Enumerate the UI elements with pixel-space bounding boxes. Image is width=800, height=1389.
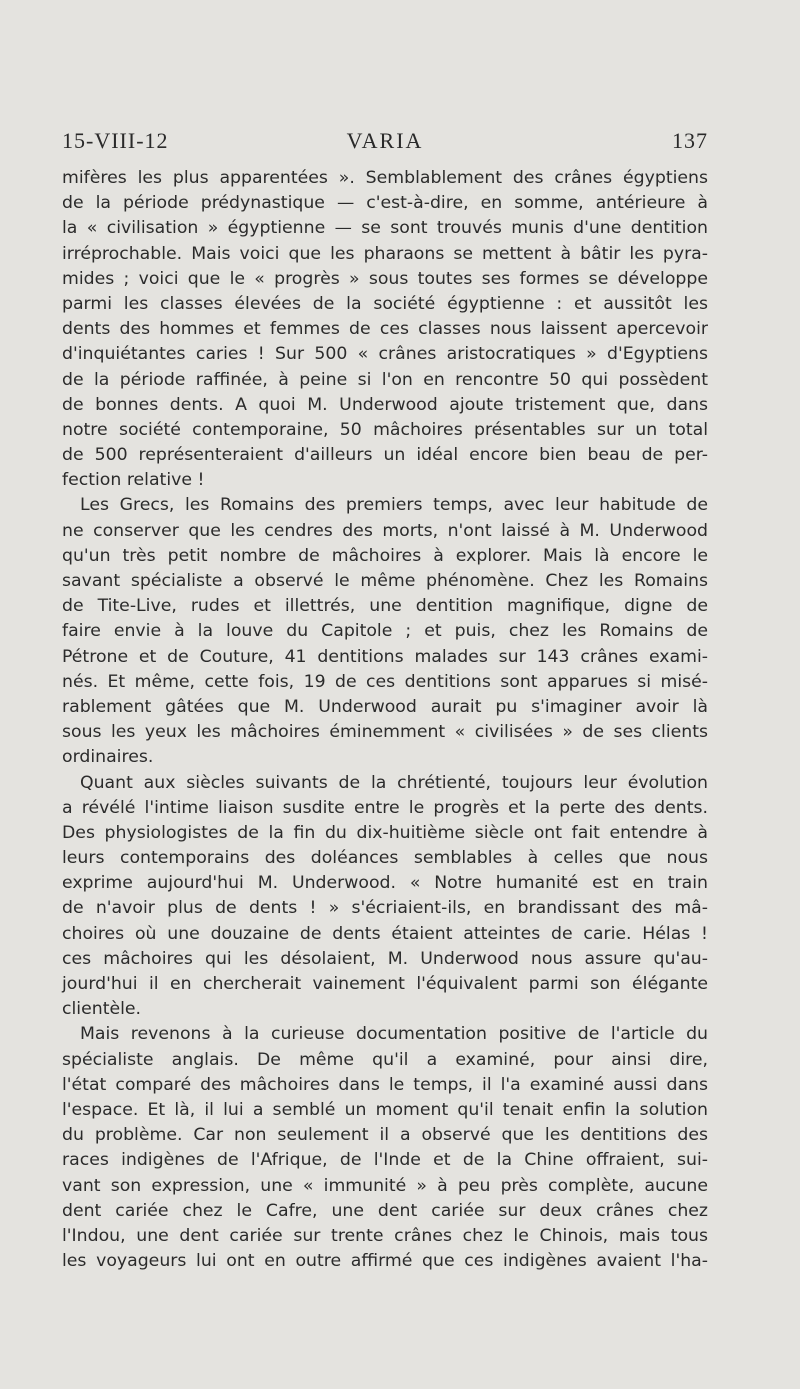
text-line: faire envie à la louve du Capitole ; et puis, chez les Romains de (62, 621, 708, 642)
text-line: de la période prédynastique — c'est-à-dire, en somme, antérieure à (62, 193, 708, 214)
text-line: a révélé l'intime liaison susdite entre le progrès et la perte des dents. (62, 797, 708, 818)
text-line: d'inquiétantes caries ! Sur 500 « crânes aristocratiques » d'Egyptiens (62, 344, 708, 365)
text-line: Pétrone et de Couture, 41 dentitions malades sur 143 crânes exami- (62, 646, 708, 667)
text-line: savant spécialiste a observé le même phénomène. Chez les Romains (62, 571, 708, 591)
text-line: de Tite-Live, rudes et illettrés, une dentition magnifique, digne de (62, 596, 708, 617)
text-line: parmi les classes élevées de la société égyptienne : et aussitôt les (62, 293, 708, 314)
text-line: de la période raffinée, à peine si l'on en rencontre 50 qui possèdent (62, 369, 708, 390)
text-line: jourd'hui il en chercherait vainement l'équivalent parmi son élégante (62, 974, 708, 994)
text-line: du problème. Car non seulement il a observé que les dentitions des (62, 1125, 708, 1146)
body-text (62, 166, 708, 1274)
text-line: de bonnes dents. A quoi M. Underwood ajoute tristement que, dans (62, 394, 708, 415)
text-line: l'Indou, une dent cariée sur trente crânes chez le Chinois, mais tous (62, 1225, 708, 1246)
header-section-title: VARIA (346, 128, 424, 153)
text-line: rablement gâtées que M. Underwood aurait pu s'imaginer avoir là (62, 696, 708, 717)
text-line: races indigènes de l'Afrique, de l'Inde et de la Chine offraient, sui- (62, 1150, 708, 1171)
text-line: dent cariée chez le Cafre, une dent cariée sur deux crânes chez (62, 1200, 708, 1221)
text-line: clientèle. (62, 999, 142, 1020)
header-date: 15-VIII-12 (62, 128, 169, 153)
text-line: notre société contemporaine, 50 mâchoires présentables sur un total (62, 419, 708, 440)
text-line: vant son expression, une « immunité » à peu près complète, aucune (62, 1175, 708, 1196)
text-line: spécialiste anglais. De même qu'il a examiné, pour ainsi dire, (62, 1049, 708, 1070)
running-head (62, 128, 708, 156)
text-line: exprime aujourd'hui M. Underwood. « Notre humanité est en train (62, 873, 708, 894)
text-line: la « civilisation » égyptienne — se sont trouvés munis d'une dentition (62, 218, 708, 239)
text-line: mifères les plus apparentées ». Semblablement des crânes égyptiens (62, 168, 708, 188)
text-line: sous les yeux les mâchoires éminemment « civilisées » de ses clients (62, 722, 708, 743)
text-line: ne conserver que les cendres des morts, n'ont laissé à M. Underwood (62, 520, 708, 541)
text-line: Quant aux siècles suivants de la chrétienté, toujours leur évolution (80, 772, 708, 793)
text-line: de n'avoir plus de dents ! » s'écriaient-ils, en brandissant des mâ- (62, 898, 708, 919)
text-line: les voyageurs lui ont en outre affirmé que ces indigènes avaient l'ha- (62, 1251, 708, 1272)
text-line: l'espace. Et là, il lui a semblé un moment qu'il tenait enfin la solution (62, 1099, 708, 1120)
text-line: Mais revenons à la curieuse documentation positive de l'article du (80, 1024, 708, 1045)
page-number: 137 (672, 128, 708, 153)
text-line: nés. Et même, cette fois, 19 de ces dentitions sont apparues si misé- (62, 671, 708, 692)
text-line: fection relative ! (62, 470, 205, 491)
text-line: dents des hommes et femmes de ces classes nous laissent apercevoir (62, 319, 708, 340)
text-line: Des physiologistes de la fin du dix-huitième siècle ont fait entendre à (62, 822, 708, 843)
text-line: ces mâchoires qui les désolaient, M. Underwood nous assure qu'au- (62, 948, 708, 969)
text-line: leurs contemporains des doléances semblables à celles que nous (62, 848, 708, 869)
text-line: Les Grecs, les Romains des premiers temps, avec leur habitude de (80, 495, 708, 516)
text-line: choires où une douzaine de dents étaient atteintes de carie. Hélas ! (62, 923, 708, 944)
text-line: qu'un très petit nombre de mâchoires à explorer. Mais là encore le (62, 545, 708, 566)
text-line: ordinaires. (62, 747, 154, 768)
text-line: irréprochable. Mais voici que les pharaons se mettent à bâtir les pyra- (62, 243, 708, 264)
text-line: de 500 représenteraient d'ailleurs un idéal encore bien beau de per- (62, 445, 708, 466)
text-line: l'état comparé des mâchoires dans le temps, il l'a examiné aussi dans (62, 1074, 708, 1095)
text-line: mides ; voici que le « progrès » sous toutes ses formes se développe (62, 268, 708, 289)
